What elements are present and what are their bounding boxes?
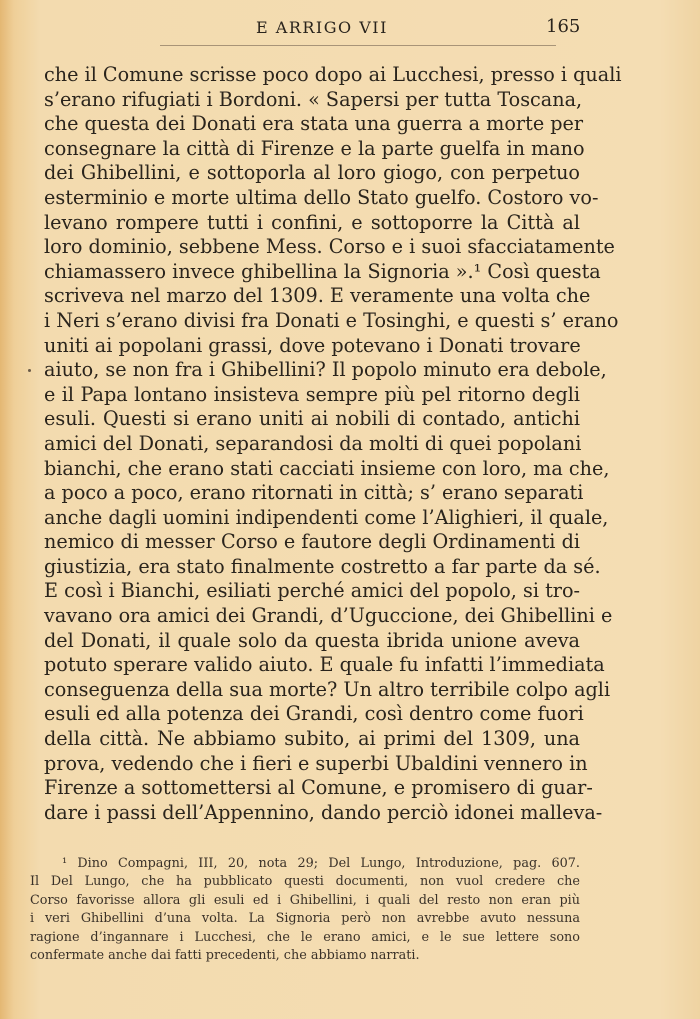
body-line: chiamassero invece ghibellina la Signoria ».¹ Così questa (44, 259, 601, 283)
footnote-line: i veri Ghibellini d’una volta. La Signoria però non avrebbe avuto nessuna (30, 911, 580, 927)
body-line: dare i passi dell’Appennino, dando perciò idonei malleva- (44, 800, 603, 824)
body-line: giustizia, era stato finalmente costretto a far parte da sé. (44, 554, 601, 578)
body-line: nemico di messer Corso e fautore degli Ordinamenti di (44, 530, 580, 554)
body-line: aiuto, se non fra i Ghibellini? Il popolo minuto era debole, (44, 358, 607, 382)
body-line: Firenze a sottomettersi al Comune, e promisero di guar- (44, 776, 593, 800)
body-line: esterminio e morte ultima dello Stato guelfo. Costoro vo- (44, 185, 599, 209)
footnote-line: Corso favorisse allora gli esuli ed i Ghibellini, i quali del resto non eran più (30, 892, 580, 908)
footnotes (30, 855, 580, 965)
body-line: s’erano rifugiati i Bordoni. « Sapersi per tutta Toscana, (44, 87, 583, 111)
footnote-line: Il Del Lungo, che ha pubblicato questi documenti, non vuol credere che (30, 874, 580, 890)
footnote-line: ragione d’ingannare i Lucchesi, che le erano amici, e le sue lettere sono (30, 929, 580, 945)
footnote-line: confermate anche dai fatti precedenti, che abbiamo narrati. (30, 948, 420, 964)
running-title: E ARRIGO VII (256, 18, 388, 37)
body-line: i Neri s’erano divisi fra Donati e Tosinghi, e questi s’ erano (44, 308, 619, 332)
body-line: che questa dei Donati era stata una guerra a morte per (44, 112, 584, 136)
header-rule (160, 45, 556, 46)
body-line: dei Ghibellini, e sottoporla al loro giogo, con perpetuo (44, 161, 580, 185)
body-line: a poco a poco, erano ritornati in città; s’ erano separati (44, 481, 584, 505)
body-line: bianchi, che erano stati cacciati insieme con loro, ma che, (44, 456, 610, 480)
body-text (44, 63, 622, 825)
body-line: e il Papa lontano insisteva sempre più pel ritorno degli (44, 382, 580, 406)
body-line: E così i Bianchi, esiliati perché amici del popolo, si tro- (44, 579, 580, 603)
body-line: prova, vedendo che i fieri e superbi Ubaldini vennero in (44, 751, 588, 775)
body-line: amici del Donati, separandosi da molti di quei popolani (44, 431, 582, 455)
body-line: vavano ora amici dei Grandi, d’Uguccione, dei Ghibellini e (44, 604, 613, 628)
body-line: anche dagli uomini indipendenti come l’Alighieri, il quale, (44, 505, 609, 529)
footnote-line: ¹ Dino Compagni, III, 20, nota 29; Del Lungo, Introduzione, pag. 607. (62, 856, 580, 871)
body-line: uniti ai popolani grassi, dove potevano i Donati trovare (44, 333, 581, 357)
body-line: esuli ed alla potenza dei Grandi, così dentro come fuori (44, 702, 584, 726)
body-line: scriveva nel marzo del 1309. E veramente una volta che (44, 284, 591, 308)
body-line: che il Comune scrisse poco dopo ai Lucchesi, presso i quali (44, 63, 622, 86)
margin-mark (28, 369, 31, 372)
page-number: 165 (546, 16, 581, 37)
body-line: potuto sperare valido aiuto. E quale fu infatti l’immediata (44, 653, 605, 677)
page-header (0, 14, 700, 44)
body-line: consegnare la città di Firenze e la parte guelfa in mano (44, 136, 585, 160)
body-line: loro dominio, sebbene Mess. Corso e i suoi sfacciatamente (44, 235, 615, 259)
body-line: della città. Ne abbiamo subito, ai primi del 1309, una (44, 727, 580, 751)
body-line: levano rompere tutti i confini, e sottoporre la Città al (44, 210, 580, 234)
body-line: conseguenza della sua morte? Un altro terribile colpo agli (44, 677, 611, 701)
body-line: esuli. Questi si erano uniti ai nobili di contado, antichi (44, 407, 580, 431)
body-line: del Donati, il quale solo da questa ibrida unione aveva (44, 628, 580, 652)
